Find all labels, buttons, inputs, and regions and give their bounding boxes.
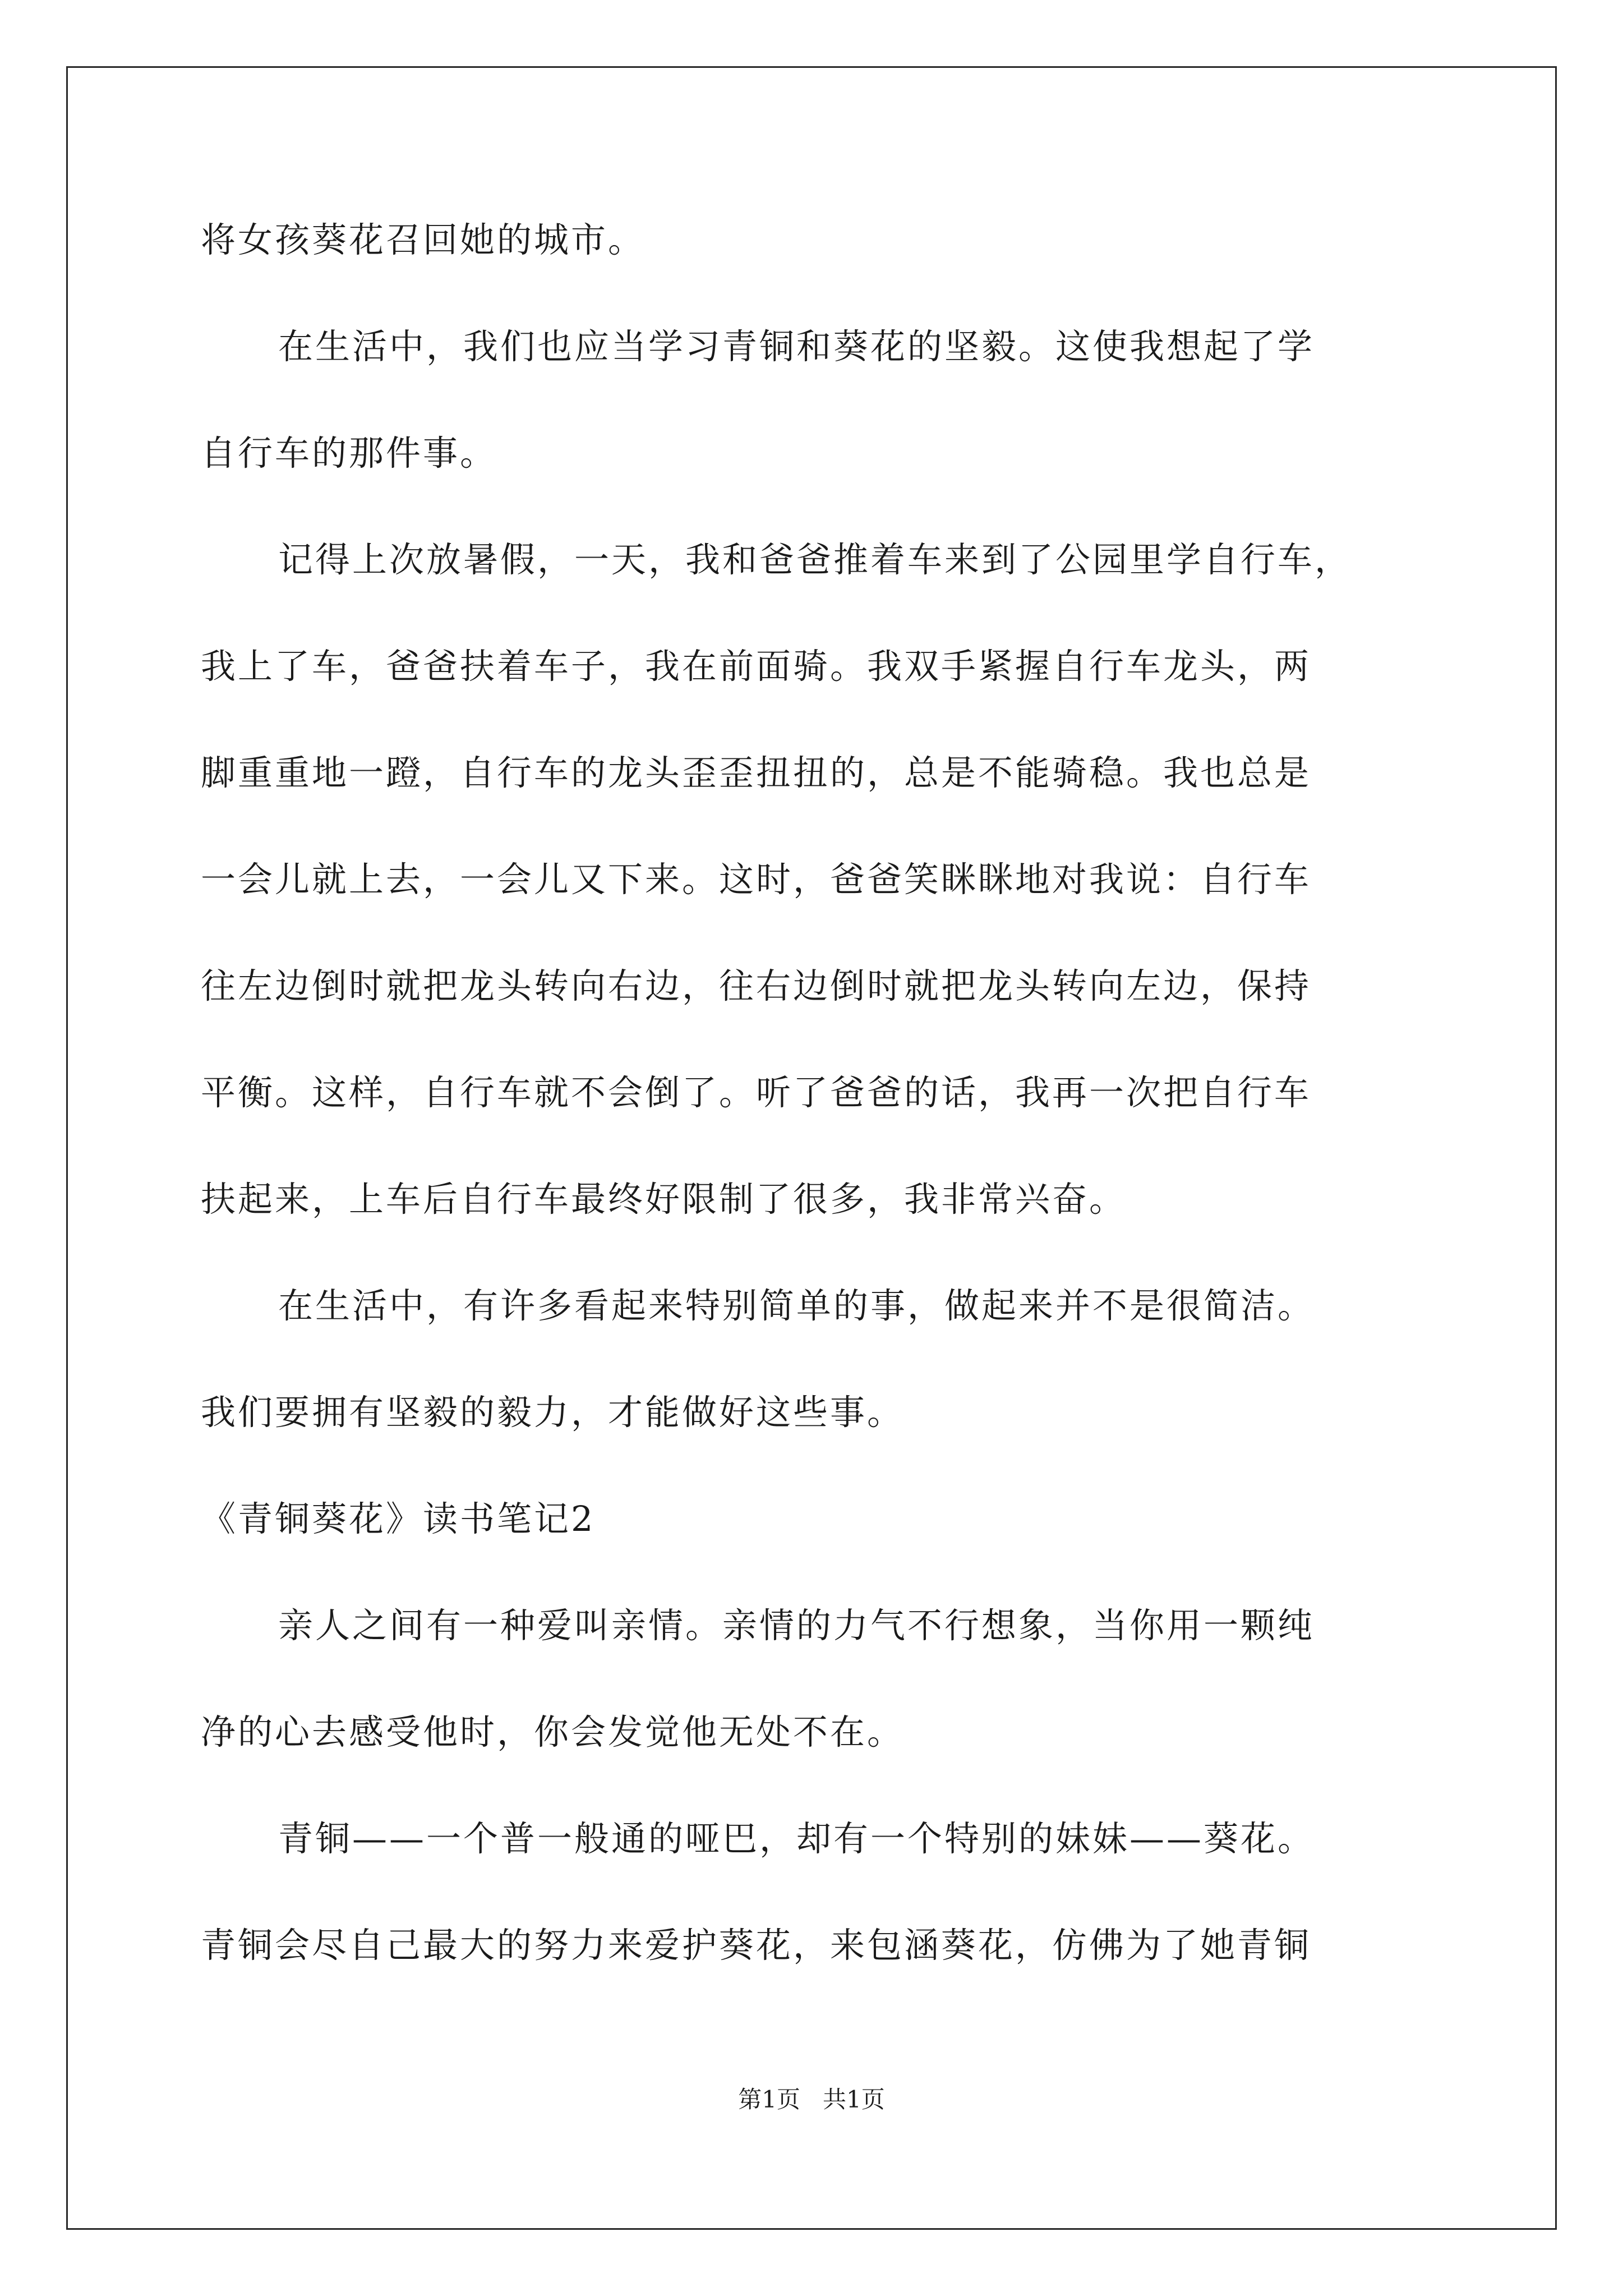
paragraph-line: 我上了车，爸爸扶着车子，我在前面骑。我双手紧握自行车龙头，两 bbox=[201, 646, 1312, 687]
paragraph-line: 我们要拥有坚毅的毅力，才能做好这些事。 bbox=[201, 1392, 905, 1433]
paragraph-line: 记得上次放暑假，一天，我和爸爸推着车来到了公园里学自行车， bbox=[278, 539, 1352, 580]
paragraph-line: 青铜——一个普一般通的哑巴，却有一个特别的妹妹——葵花。 bbox=[278, 1818, 1315, 1859]
paragraph-line: 亲人之间有一种爱叫亲情。亲情的力气不行想象，当你用一颗纯 bbox=[278, 1605, 1315, 1646]
paragraph-line: 净的心去感受他时，你会发觉他无处不在。 bbox=[201, 1711, 905, 1752]
paragraph-line: 将女孩葵花召回她的城市。 bbox=[201, 219, 645, 260]
paragraph-line: 自行车的那件事。 bbox=[201, 432, 497, 473]
document-body bbox=[201, 218, 1423, 2030]
paragraph-line: 平衡。这样，自行车就不会倒了。听了爸爸的话，我再一次把自行车 bbox=[201, 1072, 1312, 1113]
section-heading: 《青铜葵花》读书笔记2 bbox=[201, 1498, 596, 1539]
page-total: 共1页 bbox=[823, 2086, 885, 2113]
page-number: 第1页 bbox=[738, 2086, 800, 2113]
page-footer bbox=[0, 2084, 1623, 2115]
paragraph-line: 扶起来，上车后自行车最终好限制了很多，我非常兴奋。 bbox=[201, 1179, 1127, 1220]
paragraph-line: 一会儿就上去，一会儿又下来。这时，爸爸笑眯眯地对我说：自行车 bbox=[201, 859, 1312, 900]
paragraph-line: 在生活中，有许多看起来特别简单的事，做起来并不是很简洁。 bbox=[278, 1285, 1315, 1326]
paragraph-line: 脚重重地一蹬，自行车的龙头歪歪扭扭的，总是不能骑稳。我也总是 bbox=[201, 752, 1312, 793]
paragraph-line: 青铜会尽自己最大的努力来爱护葵花，来包涵葵花，仿佛为了她青铜 bbox=[201, 1925, 1312, 1966]
paragraph-line: 在生活中，我们也应当学习青铜和葵花的坚毅。这使我想起了学 bbox=[278, 326, 1315, 367]
paragraph-line: 往左边倒时就把龙头转向右边，往右边倒时就把龙头转向左边，保持 bbox=[201, 965, 1312, 1006]
